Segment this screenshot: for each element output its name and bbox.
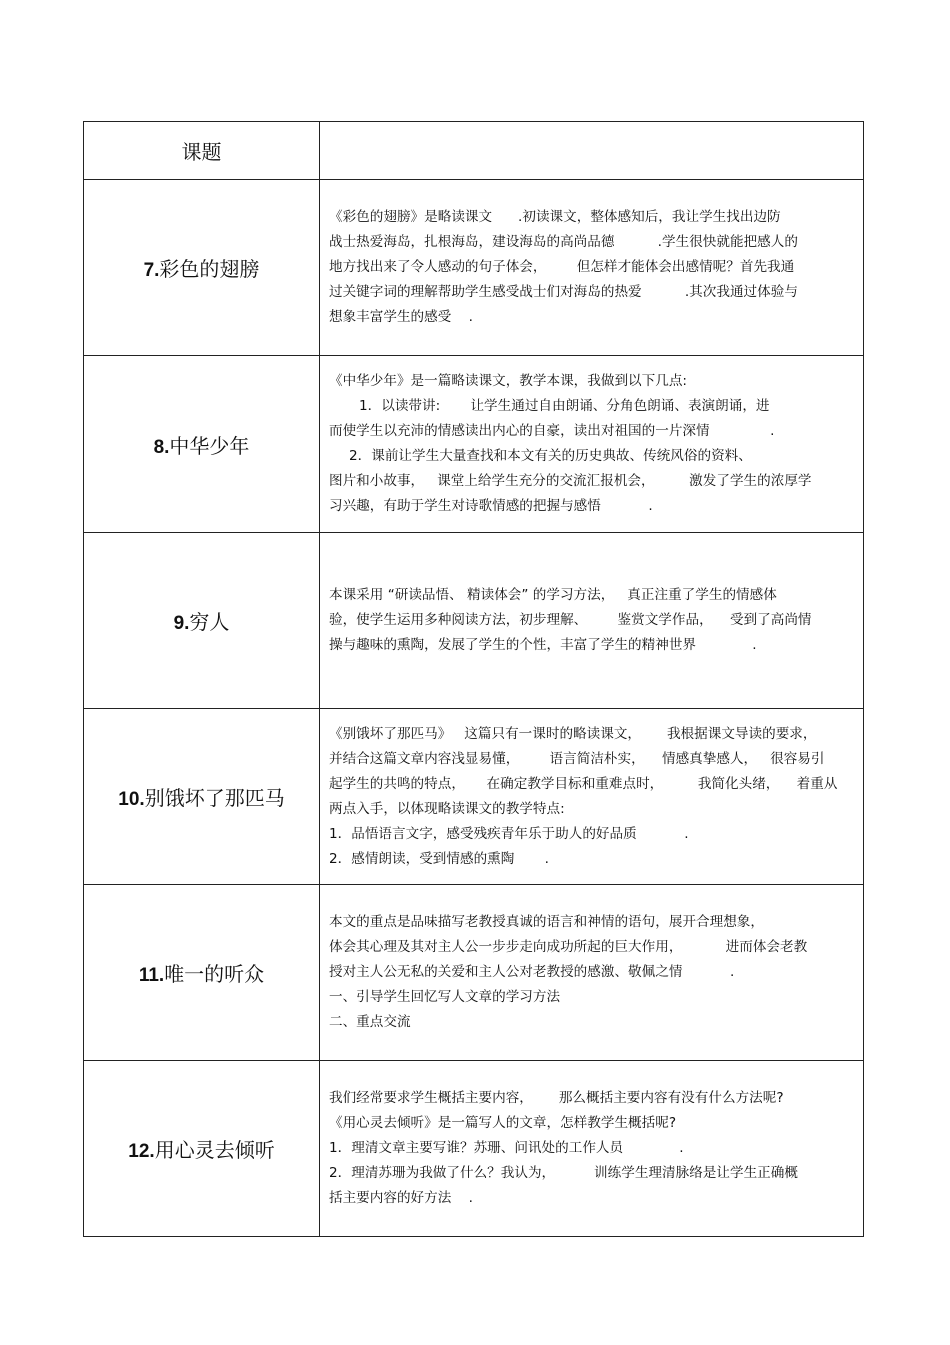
reflection-line: 习兴趣，有助于学生对诗歌情感的把握与感悟 . [329,498,653,514]
reflection-line: 《用心灵去倾听》是一篇写人的文章，怎样教学生概括呢? [329,1115,677,1131]
lesson-reflection-table [83,121,864,1237]
reflection-line: 并结合这篇文章内容浅显易懂， 语言简洁朴实， 情感真挚感人， 很容易引 [329,750,825,767]
reflection-line: 《别饿坏了那匹马》 这篇只有一课时的略读课文， 我根据课文导读的要求， [329,725,817,742]
table-row [84,356,864,533]
reflection-line: 本课采用 “研读品悟、 精读体会” 的学习方法， 真正注重了学生的情感体 [329,587,777,603]
header-label: 课题 [84,122,320,180]
table-row [84,885,864,1061]
reflection-line: 1．以读带讲: 让学生通过自由朗诵、分角色朗诵、表演朗诵，进 [359,398,770,414]
reflection-line: 地方找出来了令人感动的句子体会， 但怎样才能体会出感情呢？首先我通 [329,259,795,275]
lesson-number: 10. [118,789,145,810]
reflection-line: 战士热爱海岛，扎根海岛，建设海岛的高尚品德 .学生很快就能把感人的 [329,234,798,250]
lesson-name: 唯一的听众 [164,962,265,986]
table-row [84,709,864,885]
lesson-name: 穷人 [189,610,230,634]
table-header-row [84,122,864,180]
lesson-reflection [320,1061,864,1237]
lesson-reflection [320,533,864,709]
reflection-line: 操与趣味的熏陶，发展了学生的个性，丰富了学生的精神世界 . [329,637,757,653]
table-row [84,180,864,356]
lesson-number: 12. [128,1141,155,1162]
reflection-line: 《中华少年》是一篇略读课文，教学本课，我做到以下几点: [329,373,688,389]
reflection-line: 本文的重点是品味描写老教授真诚的语言和神情的语句，展开合理想象， [329,914,764,930]
lesson-name: 别饿坏了那匹马 [144,786,285,810]
reflection-line: 验，使学生运用多种阅读方法，初步理解、 鉴赏文学作品， 受到了高尚情 [329,612,812,628]
reflection-line: 想象丰富学生的感受 . [329,309,473,325]
reflection-line: 过关键字词的理解帮助学生感受战士们对海岛的热爱 .其次我通过体验与 [329,284,798,300]
reflection-line: 2．感情朗读，受到情感的熏陶 . [329,850,549,867]
lesson-reflection [320,356,864,533]
lesson-title [84,885,320,1061]
reflection-line: 起学生的共鸣的特点， 在确定教学目标和重难点时， 我简化头绪， 着重从 [329,775,838,792]
reflection-line: 括主要内容的好方法 . [329,1190,473,1206]
lesson-reflection [320,180,864,356]
reflection-line: 1．理清文章主要写谁？苏珊、问讯处的工作人员 . [329,1140,684,1156]
lesson-name: 中华少年 [169,433,250,458]
reflection-line: 而使学生以充沛的情感读出内心的自豪，读出对祖国的一片深情 . [329,423,775,439]
lesson-title [84,709,320,885]
lesson-reflection [320,885,864,1061]
lesson-number: 11. [138,965,165,986]
reflection-line: 体会其心理及其对主人公一步步走向成功所起的巨大作用， 进而体会老教 [329,939,808,955]
lesson-name: 彩色的翅膀 [159,257,260,281]
reflection-line: 授对主人公无私的关爱和主人公对老教授的感激、敬佩之情 . [329,964,735,980]
lesson-number: 7. [143,260,160,281]
reflection-line: 2．理清苏珊为我做了什么？我认为， 训练学生理清脉络是让学生正确概 [329,1165,798,1181]
table-row [84,1061,864,1237]
reflection-line: 我们经常要求学生概括主要内容， 那么概括主要内容有没有什么方法呢? [329,1090,784,1106]
reflection-line: 一、引导学生回忆写人文章的学习方法 [329,989,561,1005]
table-row [84,533,864,709]
reflection-line: 图片和小故事， 课堂上给学生充分的交流汇报机会， 激发了学生的浓厚学 [329,473,812,489]
reflection-line: 《彩色的翅膀》是略读课文 .初读课文，整体感知后，我让学生找出边防 [329,209,781,225]
lesson-number: 8. [153,436,170,458]
lesson-title [84,1061,320,1237]
lesson-title [84,533,320,709]
reflection-line: 2．课前让学生大量查找和本文有关的历史典故、传统风俗的资料、 [349,448,752,464]
reflection-line: 1．品悟语言文字，感受残疾青年乐于助人的好品质 . [329,825,689,842]
lesson-reflection [320,709,864,885]
lesson-number: 9. [173,613,190,634]
lesson-name: 用心灵去倾听 [154,1138,275,1162]
lesson-title [84,180,320,356]
reflection-line: 二、重点交流 [329,1014,411,1030]
reflection-line: 两点入手，以体现略读课文的教学特点: [329,800,565,817]
header-content [320,122,864,180]
lesson-title [84,356,320,533]
